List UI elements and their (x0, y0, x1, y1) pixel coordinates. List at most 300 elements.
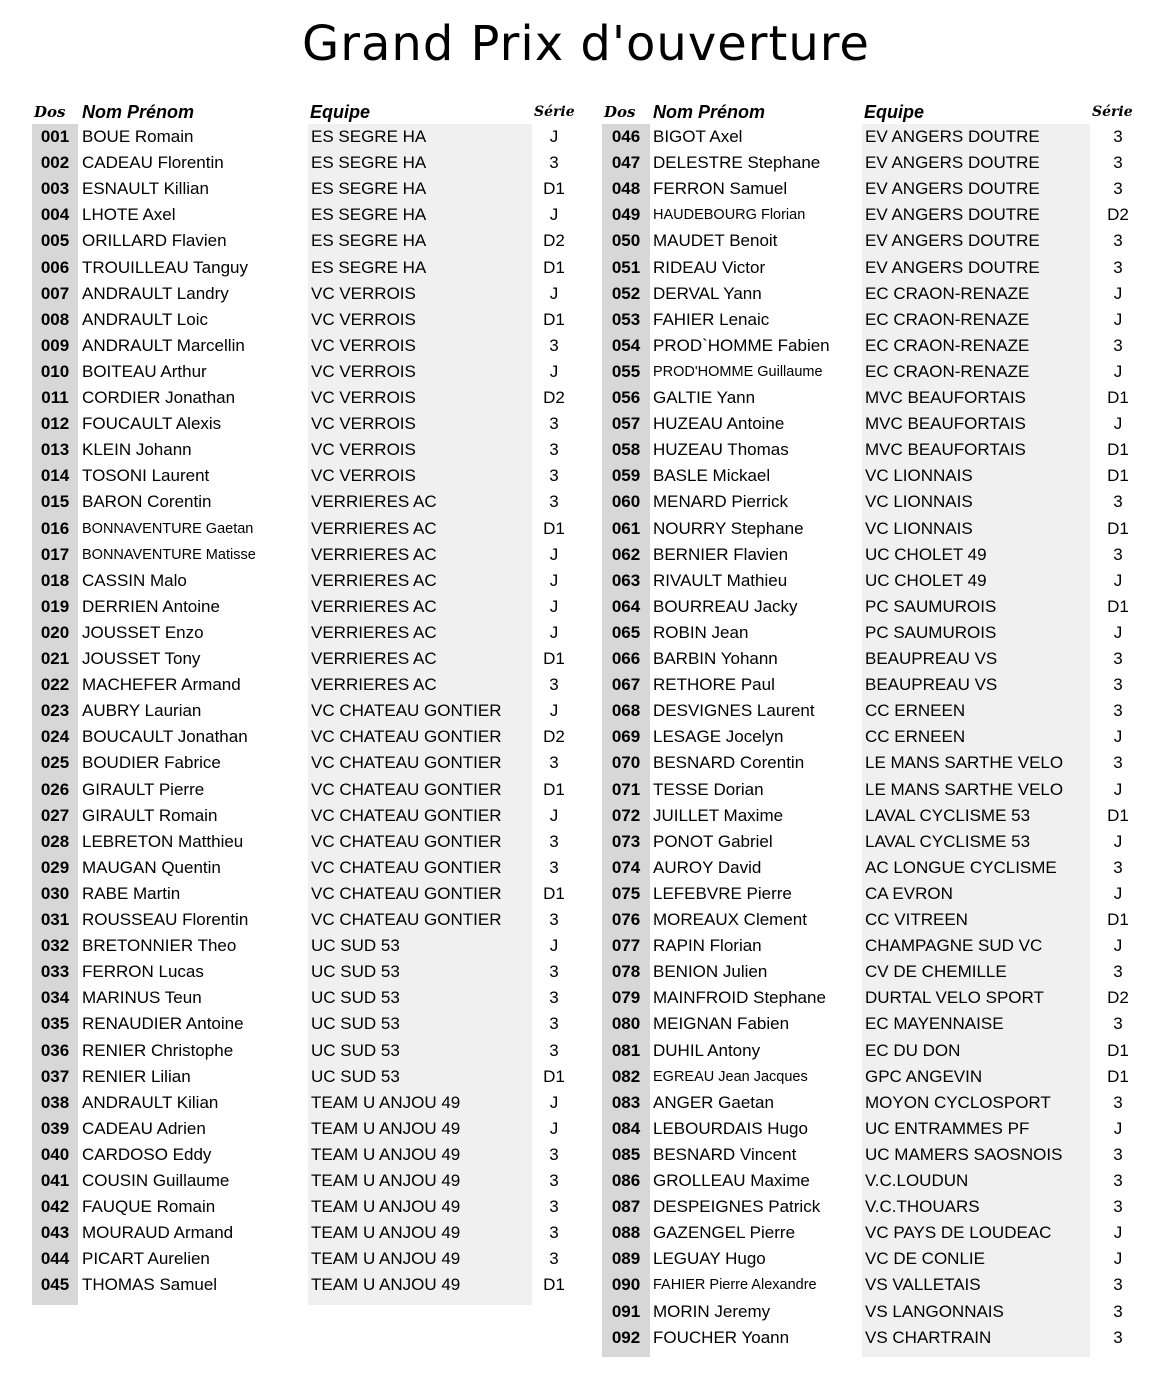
rider-row (32, 437, 577, 463)
rider-dos: 006 (40, 257, 70, 277)
rider-name: JOUSSET Enzo (82, 622, 204, 642)
rider-name: RENIER Christophe (82, 1040, 234, 1060)
rider-name: RIVAULT Mathieu (653, 570, 788, 590)
rider-serie: J (549, 205, 559, 225)
rider-row (32, 568, 577, 594)
rider-team: EV ANGERS DOUTRE (865, 231, 1040, 251)
rider-name: FERRON Lucas (82, 962, 204, 982)
rider-name: MENARD Pierrick (653, 492, 789, 512)
rider-dos: 066 (611, 649, 641, 668)
rider-row (602, 176, 1147, 202)
header-dos: Dos (34, 103, 66, 121)
rider-name: TROUILLEAU Tanguy (82, 257, 248, 277)
rider-row (32, 803, 577, 829)
rider-dos: 019 (40, 596, 70, 616)
rider-serie: J (549, 1092, 559, 1112)
rider-dos: 072 (611, 805, 641, 825)
rider-serie: D1 (543, 649, 565, 668)
rider-team: TEAM U ANJOU 49 (311, 1144, 461, 1164)
rider-serie: 3 (549, 1171, 559, 1190)
rider-team: VERRIERES AC (311, 622, 437, 642)
rider-name: MAUDET Benoit (653, 231, 778, 251)
rider-dos: 069 (611, 727, 641, 747)
rider-team: V.C.THOUARS (865, 1197, 980, 1217)
rider-name: LHOTE Axel (82, 205, 176, 225)
rider-row (602, 933, 1147, 959)
rider-dos: 078 (611, 962, 641, 982)
rider-team: TEAM U ANJOU 49 (311, 1171, 461, 1190)
rider-serie: J (1113, 831, 1123, 851)
rider-row (32, 1168, 577, 1194)
rider-name: MAINFROID Stephane (653, 988, 826, 1008)
rider-serie: J (549, 1118, 559, 1138)
rider-row (32, 646, 577, 672)
rider-name: BESNARD Vincent (653, 1144, 797, 1164)
rider-row (32, 1194, 577, 1220)
rider-name: DELESTRE Stephane (653, 153, 821, 173)
rider-serie: J (549, 544, 559, 564)
rider-dos: 037 (40, 1066, 70, 1086)
header-serie: Série (1092, 104, 1133, 120)
rider-name: DUHIL Antony (653, 1040, 761, 1060)
rider-row (32, 307, 577, 333)
rider-dos: 048 (611, 179, 641, 199)
rider-row (32, 411, 577, 437)
rider-name: JOUSSET Tony (82, 649, 201, 668)
rider-row (32, 594, 577, 620)
rider-serie: 3 (549, 675, 559, 695)
rider-serie: 3 (1113, 1092, 1123, 1112)
rider-dos: 026 (40, 779, 70, 799)
rider-team: EV ANGERS DOUTRE (865, 127, 1040, 146)
rider-name: ANDRAULT Kilian (82, 1092, 219, 1112)
rider-team: TEAM U ANJOU 49 (311, 1092, 461, 1112)
rider-team: VC LIONNAIS (865, 466, 973, 486)
rider-serie: D1 (543, 309, 565, 329)
rider-row (602, 255, 1147, 281)
rider-name: THOMAS Samuel (82, 1275, 218, 1295)
rider-name: GAZENGEL Pierre (653, 1223, 796, 1243)
rider-dos: 087 (611, 1197, 641, 1217)
rider-row (32, 359, 577, 385)
rider-team: VC CHATEAU GONTIER (311, 857, 502, 877)
rider-name: PROD`HOMME Fabien (653, 335, 830, 355)
rider-name: BARBIN Yohann (653, 649, 778, 668)
rider-dos: 064 (611, 596, 641, 616)
rider-row (602, 202, 1147, 228)
rider-serie: 3 (1113, 1171, 1123, 1190)
rider-name: BONNAVENTURE Gaetan (82, 520, 254, 537)
rider-team: CA EVRON (865, 883, 953, 903)
rider-serie: J (1113, 1249, 1123, 1269)
rider-team: VC CHATEAU GONTIER (311, 883, 502, 903)
rider-name: MAUGAN Quentin (82, 857, 221, 877)
rider-row (602, 1064, 1147, 1090)
rider-dos: 055 (611, 361, 641, 381)
rider-name: PONOT Gabriel (653, 831, 773, 851)
rider-row (32, 385, 577, 411)
rider-serie: J (1113, 570, 1123, 590)
rider-team: VC CHATEAU GONTIER (311, 727, 502, 747)
rider-serie: 3 (1113, 1301, 1123, 1321)
rider-serie: J (1113, 1118, 1123, 1138)
rider-serie: J (549, 596, 559, 616)
rider-serie: D1 (543, 779, 565, 799)
rider-team: EC CRAON-RENAZE (865, 335, 1030, 355)
rider-row (602, 489, 1147, 515)
rider-row (602, 333, 1147, 359)
rider-team: VERRIERES AC (311, 518, 437, 538)
rider-team: VS LANGONNAIS (865, 1301, 1004, 1321)
rider-team: CC ERNEEN (865, 701, 966, 721)
rider-serie: 3 (549, 1249, 559, 1269)
rider-team: VS VALLETAIS (865, 1275, 981, 1295)
rider-name: HUZEAU Thomas (653, 440, 789, 460)
rider-name: DERRIEN Antoine (82, 596, 220, 616)
rider-row (32, 1272, 577, 1298)
rider-serie: 3 (1113, 179, 1123, 199)
rider-name: DERVAL Yann (653, 283, 762, 303)
rider-name: CADEAU Florentin (82, 153, 224, 173)
rider-serie: D1 (543, 257, 565, 277)
rider-name: CADEAU Adrien (82, 1118, 206, 1138)
rider-dos: 083 (611, 1092, 641, 1112)
rider-serie: 3 (549, 988, 559, 1008)
rider-row (32, 750, 577, 776)
rider-dos: 068 (611, 701, 641, 721)
rider-name: BARON Corentin (82, 492, 212, 512)
rider-serie: D1 (1107, 466, 1129, 486)
rider-team: PC SAUMUROIS (865, 622, 997, 642)
rider-team: VC VERROIS (311, 283, 416, 303)
rider-serie: 3 (549, 910, 559, 929)
rider-dos: 053 (611, 309, 641, 329)
header-equipe: Equipe (864, 102, 925, 122)
rider-name: FERRON Samuel (653, 179, 788, 199)
rider-row (602, 907, 1147, 933)
rider-row (32, 698, 577, 724)
rider-dos: 014 (40, 466, 70, 486)
rider-dos: 079 (611, 988, 641, 1008)
rider-team: VC CHATEAU GONTIER (311, 701, 502, 721)
header-serie: Série (534, 104, 575, 120)
rider-row (602, 1194, 1147, 1220)
rider-serie: D1 (1107, 910, 1129, 929)
rider-team: VERRIERES AC (311, 570, 437, 590)
rider-serie: 3 (549, 1014, 559, 1034)
rider-serie: 3 (1113, 1197, 1123, 1217)
rider-team: ES SEGRE HA (311, 179, 427, 199)
rider-team: UC SUD 53 (311, 1014, 400, 1034)
rider-dos: 046 (611, 127, 641, 146)
rider-dos: 077 (611, 936, 641, 956)
rider-dos: 033 (40, 962, 70, 982)
rider-dos: 092 (611, 1327, 641, 1347)
rider-name: KLEIN Johann (82, 440, 192, 460)
rider-dos: 002 (40, 153, 70, 173)
rider-row (32, 855, 577, 881)
rider-name: ANGER Gaetan (653, 1092, 774, 1112)
rider-name: BOUCAULT Jonathan (82, 727, 248, 747)
rider-dos: 086 (611, 1171, 641, 1190)
rider-name: NOURRY Stephane (653, 518, 804, 538)
rider-dos: 013 (40, 440, 70, 460)
rider-team: VERRIERES AC (311, 492, 437, 512)
rider-dos: 051 (611, 257, 641, 277)
rider-serie: 3 (1113, 753, 1123, 773)
rider-serie: 3 (1113, 962, 1123, 982)
rider-name: ESNAULT Killian (82, 179, 209, 199)
rider-team: VC VERROIS (311, 440, 416, 460)
rider-row (602, 1116, 1147, 1142)
rider-dos: 021 (40, 649, 70, 668)
rider-name: ROBIN Jean (653, 622, 749, 642)
rider-name: CARDOSO Eddy (82, 1144, 212, 1164)
rider-team: VC VERROIS (311, 309, 416, 329)
rider-serie: 3 (1113, 675, 1123, 695)
rider-serie: D1 (1107, 518, 1129, 538)
rider-row (32, 1038, 577, 1064)
rider-dos: 030 (40, 883, 70, 903)
rider-serie: 3 (549, 857, 559, 877)
rider-team: ES SEGRE HA (311, 231, 427, 251)
rider-serie: 3 (549, 1144, 559, 1164)
rider-name: BOITEAU Arthur (82, 361, 207, 381)
rider-name: ORILLARD Flavien (82, 231, 227, 251)
rider-name: BENION Julien (653, 962, 768, 982)
rider-team: CC VITREEN (865, 910, 968, 929)
rider-team: VERRIERES AC (311, 596, 437, 616)
header-nom-prenom: Nom Prénom (82, 102, 195, 122)
rider-serie: D2 (543, 727, 565, 747)
rider-team: TEAM U ANJOU 49 (311, 1249, 461, 1269)
rider-serie: J (1113, 283, 1123, 303)
rider-serie: 3 (1113, 1144, 1123, 1164)
rider-team: BEAUPREAU VS (865, 649, 998, 668)
rider-row (602, 1299, 1147, 1325)
rider-serie: 3 (1113, 1275, 1123, 1295)
rider-serie: 3 (1113, 257, 1123, 277)
rider-team: UC SUD 53 (311, 962, 400, 982)
rider-row (602, 803, 1147, 829)
rider-team: UC SUD 53 (311, 988, 400, 1008)
rider-dos: 082 (611, 1066, 641, 1086)
rider-row (602, 829, 1147, 855)
rider-serie: J (1113, 936, 1123, 956)
rider-name: BESNARD Corentin (653, 753, 805, 773)
rider-dos: 024 (40, 727, 70, 747)
rider-dos: 009 (40, 335, 70, 355)
rider-row (602, 359, 1147, 385)
rider-row (32, 489, 577, 515)
rider-dos: 074 (611, 857, 641, 877)
rider-serie: 3 (1113, 701, 1123, 721)
rider-row (602, 985, 1147, 1011)
rider-row (32, 881, 577, 907)
rider-serie: 3 (549, 440, 559, 460)
rider-team: DURTAL VELO SPORT (865, 988, 1044, 1008)
rider-name: LEBRETON Matthieu (82, 831, 244, 851)
rider-team: LE MANS SARTHE VELO (865, 779, 1064, 799)
rider-dos: 010 (40, 361, 70, 381)
rider-dos: 070 (611, 753, 641, 773)
rider-team: ES SEGRE HA (311, 205, 427, 225)
rider-row (602, 437, 1147, 463)
rider-team: TEAM U ANJOU 49 (311, 1118, 461, 1138)
rider-team: EC DU DON (865, 1040, 961, 1060)
rider-row (32, 829, 577, 855)
rider-row (602, 672, 1147, 698)
rider-serie: 3 (1113, 153, 1123, 173)
rider-team: VC VERROIS (311, 388, 416, 407)
rider-serie: D1 (543, 518, 565, 538)
rider-team: VC CHATEAU GONTIER (311, 910, 502, 929)
rider-dos: 016 (40, 518, 70, 538)
rider-name: MOREAUX Clement (653, 910, 807, 929)
rider-serie: 3 (1113, 335, 1123, 355)
rider-dos: 084 (611, 1118, 641, 1138)
rider-dos: 047 (611, 153, 641, 173)
rider-serie: 3 (549, 335, 559, 355)
rider-team: UC MAMERS SAOSNOIS (865, 1144, 1063, 1164)
rider-serie: 3 (549, 753, 559, 773)
rider-dos: 027 (40, 805, 70, 825)
rider-name: BIGOT Axel (653, 127, 743, 146)
rider-row (602, 463, 1147, 489)
rider-name: DESVIGNES Laurent (653, 701, 815, 721)
rider-team: BEAUPREAU VS (865, 675, 998, 695)
rider-row (32, 724, 577, 750)
rider-name: MARINUS Teun (82, 988, 202, 1008)
rider-team: ES SEGRE HA (311, 127, 427, 146)
rider-name: HUZEAU Antoine (653, 414, 785, 434)
rider-name: MEIGNAN Fabien (653, 1014, 790, 1034)
rider-name: LEFEBVRE Pierre (653, 883, 792, 903)
rider-team: EC CRAON-RENAZE (865, 283, 1030, 303)
rider-serie: J (549, 622, 559, 642)
rider-serie: 3 (1113, 857, 1123, 877)
rider-dos: 005 (40, 231, 70, 251)
rider-row (602, 542, 1147, 568)
rider-row (602, 1038, 1147, 1064)
rider-row (602, 1220, 1147, 1246)
rider-dos: 091 (611, 1301, 641, 1321)
rider-serie: J (1113, 309, 1123, 329)
rider-serie: D2 (543, 231, 565, 251)
rider-serie: D1 (1107, 805, 1129, 825)
rider-dos: 003 (40, 179, 70, 199)
rider-dos: 028 (40, 831, 70, 851)
rider-row (602, 855, 1147, 881)
rider-name: RENAUDIER Antoine (82, 1014, 244, 1034)
rider-name: EGREAU Jean Jacques (653, 1068, 808, 1085)
rider-serie: J (549, 570, 559, 590)
rider-team: UC SUD 53 (311, 936, 400, 956)
rider-name: RABE Martin (82, 883, 181, 903)
rider-dos: 089 (611, 1249, 641, 1269)
rider-name: ROUSSEAU Florentin (82, 910, 249, 929)
rider-team: EC CRAON-RENAZE (865, 361, 1030, 381)
rider-name: GROLLEAU Maxime (653, 1171, 810, 1190)
rider-dos: 011 (41, 388, 69, 407)
rider-serie: D1 (1107, 388, 1129, 407)
rider-name: AUBRY Laurian (82, 701, 202, 721)
rider-team: MVC BEAUFORTAIS (865, 440, 1026, 460)
rider-name: AUROY David (653, 857, 762, 877)
rider-name: DESPEIGNES Patrick (653, 1197, 821, 1217)
rider-serie: D1 (543, 1066, 565, 1086)
rider-serie: 3 (1113, 492, 1123, 512)
rider-serie: D2 (1107, 988, 1129, 1008)
rider-row (602, 1168, 1147, 1194)
rider-team: PC SAUMUROIS (865, 596, 997, 616)
rider-row (32, 150, 577, 176)
rider-team: AC LONGUE CYCLISME (865, 857, 1057, 877)
rider-team: EC CRAON-RENAZE (865, 309, 1030, 329)
rider-name: FOUCHER Yoann (653, 1327, 790, 1347)
rider-row (602, 150, 1147, 176)
rider-row (32, 985, 577, 1011)
rider-row (32, 228, 577, 254)
rider-team: VC VERROIS (311, 335, 416, 355)
rider-team: TEAM U ANJOU 49 (311, 1223, 461, 1243)
rider-dos: 061 (611, 518, 641, 538)
rider-row (32, 1116, 577, 1142)
header-nom-prenom: Nom Prénom (653, 102, 766, 122)
rider-team: VC DE CONLIE (865, 1249, 985, 1269)
rider-serie: J (1113, 779, 1123, 799)
rider-name: BONNAVENTURE Matisse (82, 546, 256, 563)
rider-row (602, 594, 1147, 620)
rider-name: RETHORE Paul (653, 675, 775, 695)
rider-row (602, 881, 1147, 907)
header-dos: Dos (604, 103, 636, 121)
rider-dos: 090 (611, 1275, 641, 1295)
rider-team: UC CHOLET 49 (865, 570, 987, 590)
rider-name: LEGUAY Hugo (653, 1249, 766, 1269)
rider-dos: 071 (611, 779, 641, 799)
rider-dos: 017 (40, 544, 70, 564)
rider-serie: 3 (1113, 1327, 1123, 1347)
rider-row (602, 411, 1147, 437)
rider-dos: 059 (611, 466, 641, 486)
rider-serie: J (1113, 361, 1123, 381)
rider-team: CV DE CHEMILLE (865, 962, 1007, 982)
rider-dos: 015 (40, 492, 70, 512)
rider-dos: 088 (611, 1223, 641, 1243)
rider-name: ANDRAULT Marcellin (82, 335, 245, 355)
rider-dos: 076 (611, 910, 641, 929)
rider-row (32, 176, 577, 202)
rider-dos: 057 (611, 414, 641, 434)
rider-serie: 3 (549, 962, 559, 982)
rider-serie: 3 (1113, 544, 1123, 564)
rider-name: GIRAULT Pierre (82, 779, 205, 799)
rider-name: JUILLET Maxime (653, 805, 784, 825)
rider-name: MOURAUD Armand (82, 1223, 234, 1243)
rider-row (602, 1246, 1147, 1272)
rider-serie: J (1113, 1223, 1123, 1243)
rider-serie: J (549, 361, 559, 381)
rider-row (32, 1142, 577, 1168)
rider-row (602, 516, 1147, 542)
rider-row (32, 281, 577, 307)
rider-row (602, 750, 1147, 776)
rider-serie: J (549, 805, 559, 825)
rider-team: ES SEGRE HA (311, 153, 427, 173)
rider-team: VERRIERES AC (311, 544, 437, 564)
rider-team: GPC ANGEVIN (865, 1066, 983, 1086)
